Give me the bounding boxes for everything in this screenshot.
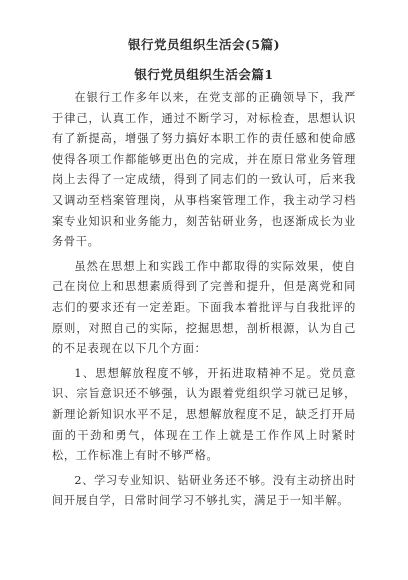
paragraph-3: 1、思想解放程度不够，开拓进取精神不足。党员意识、宗旨意识还不够强，认为跟着党组织学习就已足够，新理论新知识水平不足，思想解放程度不足，缺乏打开局面的干劲和勇气，体现在工作上就是工作作风上时紧时松，工作标准上有时不够严格。 [52,366,356,463]
paragraph-2: 虽然在思想上和实践工作中都取得的实际效果，使自己在岗位上和思想素质得到了完善和提升，但是离党和同志们的要求还有一定差距。下面我本着批评与自我批评的原则，对照自己的实际，挖掘思想，剖析根源，认为自己的不足表现在以下几个方面： [52,259,356,356]
section-heading: 银行党员组织生活会篇1 [134,67,274,82]
paragraph-1: 在银行工作多年以来，在党支部的正确领导下，我严于律己，认真工作，通过不断学习，对标检查，思想认识有了新提高，增强了努力搞好本职工作的责任感和使命感使得各项工作都能够更出色的完成，并在原日常业务管理岗上去得了一定成绩，得到了同志们的一致认可，后来我又调动至档案管理岗，从事档案管理工作，我主动学习档案专业知识和业务能力，刻苦钻研业务，也逐渐成长为业务骨干。 [52,91,356,249]
paragraph-4: 2、学习专业知识、钻研业务还不够。没有主动挤出时间开展自学，日常时间学习不够扎实，满足于一知半解。 [52,473,356,508]
document-title: 银行党员组织生活会(5篇) [127,37,281,52]
